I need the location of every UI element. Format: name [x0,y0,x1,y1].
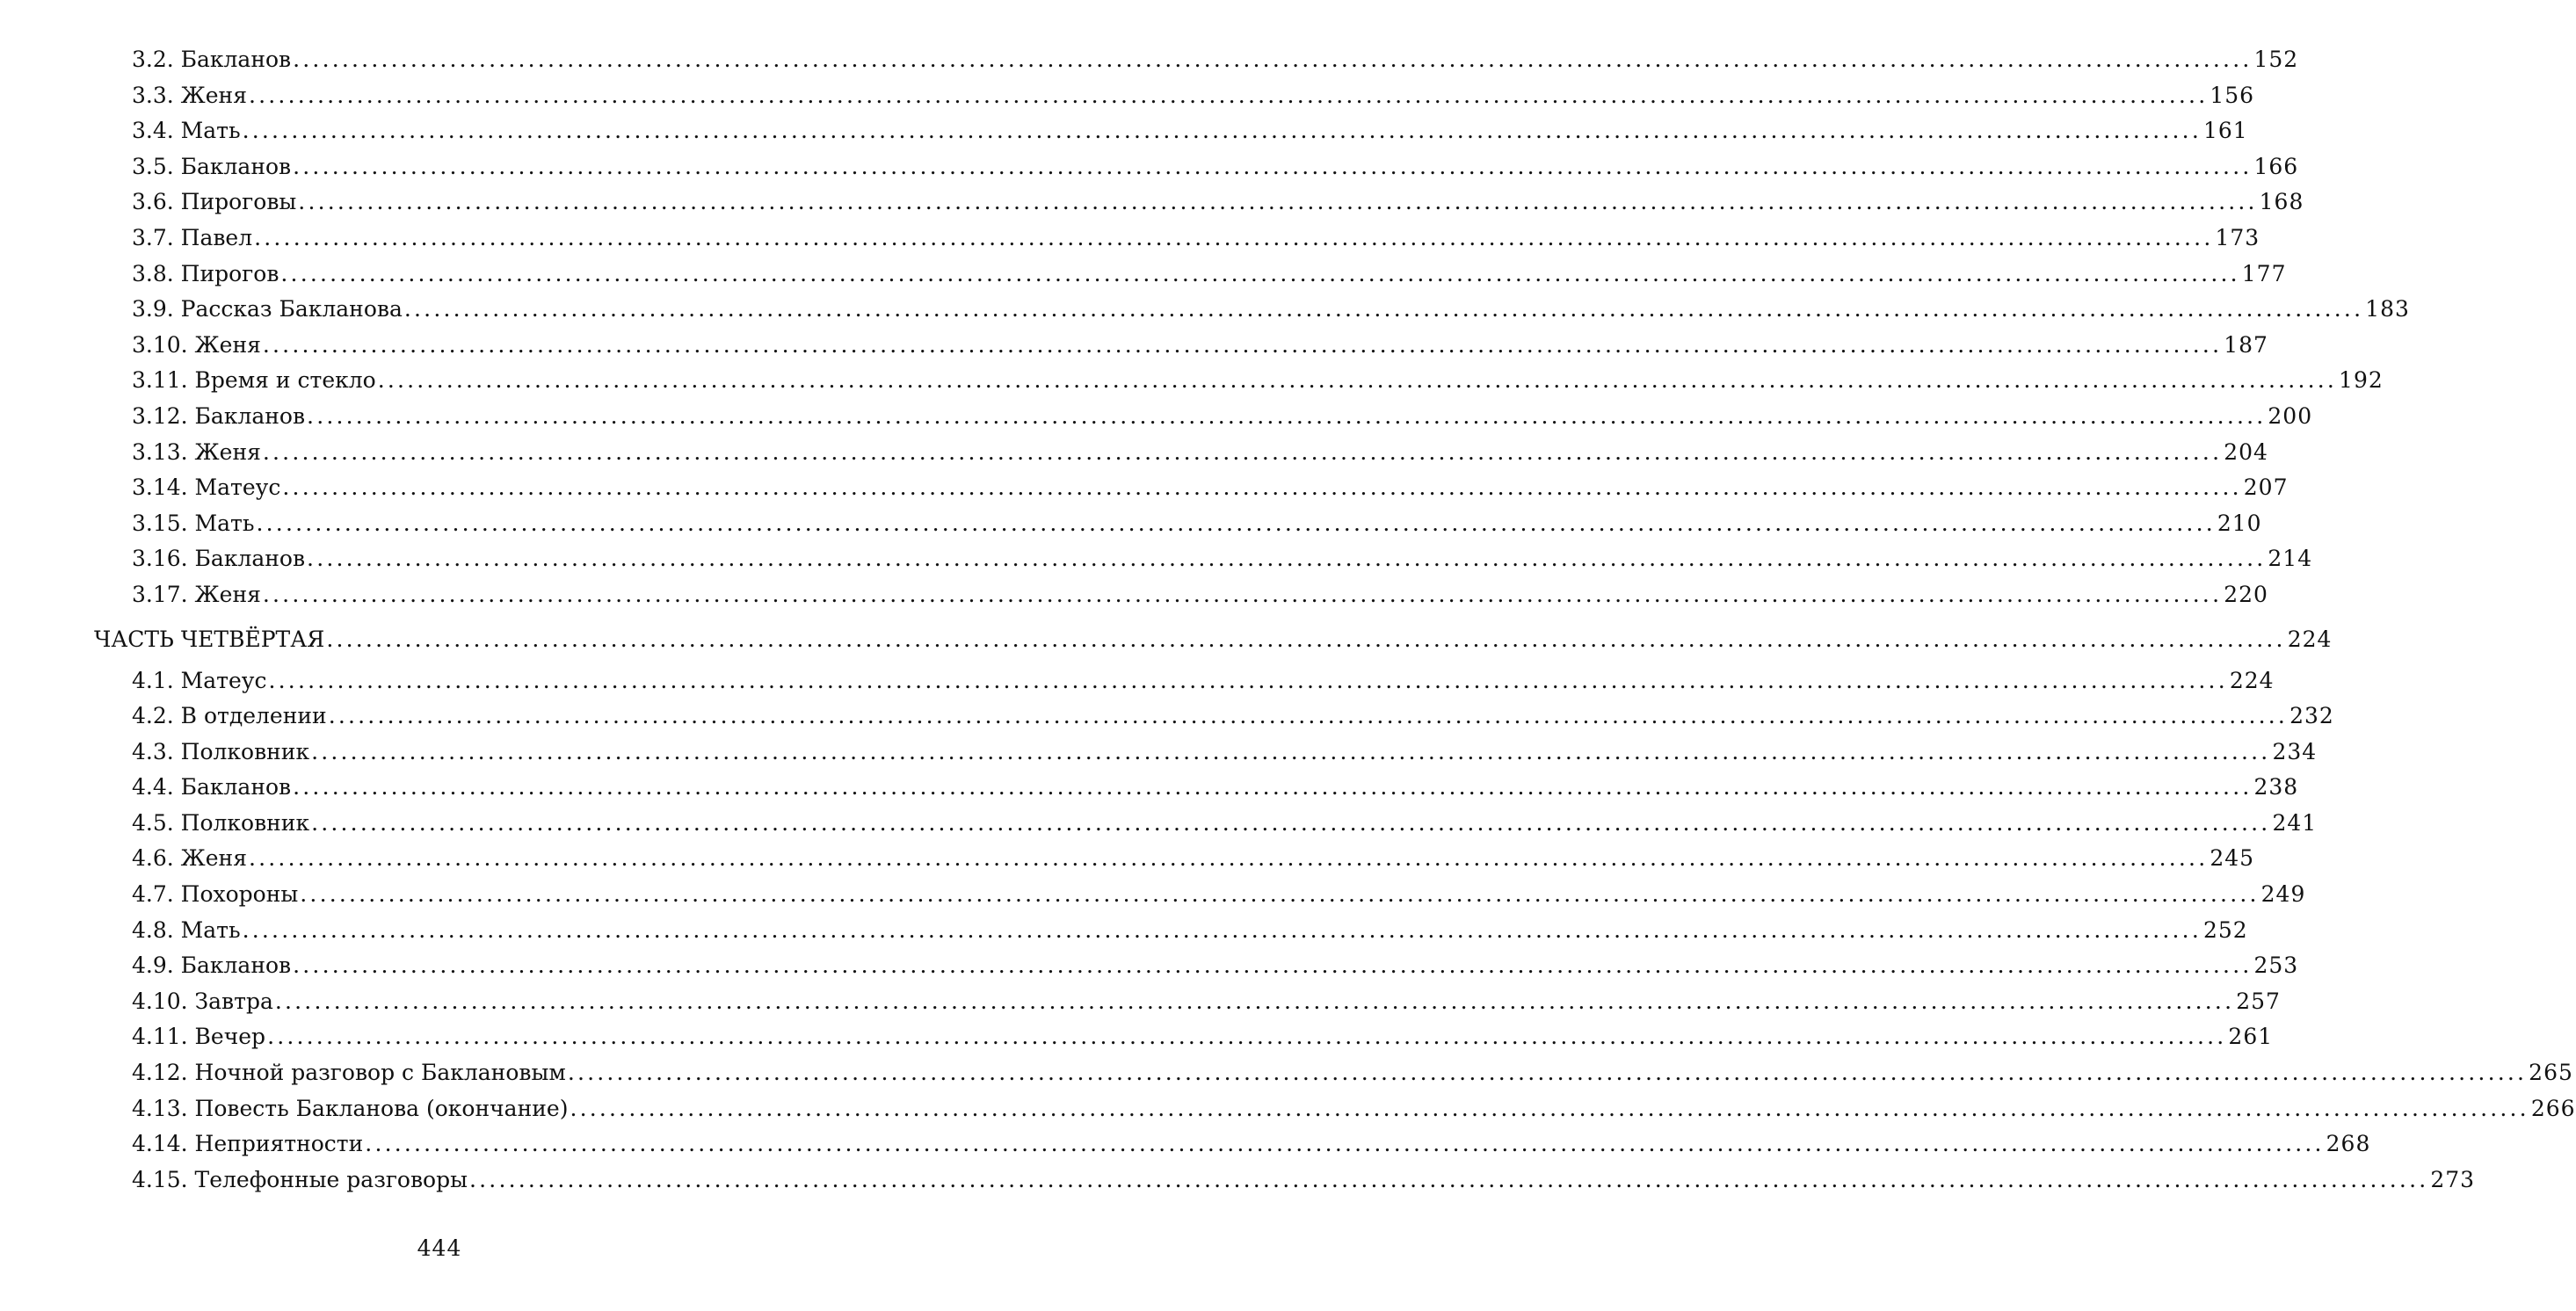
toc-entry-title: 3.10. Женя [132,331,261,358]
dot-leader: ........................................................................................................................................................................................................ [293,153,2253,179]
dot-leader: ........................................................................................................................................................................................................ [307,402,2267,429]
dot-leader: ........................................................................................................................................................................................................ [311,809,2271,836]
toc-entry-page: 152 [2253,47,2299,72]
toc-entry-title: 3.15. Мать [132,510,255,536]
toc-entry-page: 253 [2253,952,2299,979]
toc-entry [94,1126,2371,1163]
toc-entry-page: 177 [2241,260,2287,286]
dot-leader: ........................................................................................................................................................................................................ [293,47,2253,72]
toc-entry [94,435,2268,471]
toc-entry [94,877,2306,913]
dot-leader: ........................................................................................................................................................................................................ [328,703,2289,729]
toc-entry-page: 214 [2268,546,2313,572]
toc-entry-title: 3.16. Бакланов [132,546,306,572]
toc-entry [94,1019,2274,1055]
toc-entry [94,149,2299,185]
toc-entry [94,185,2304,221]
dot-leader: ........................................................................................................................................................................................................ [242,118,2202,144]
toc-entry [94,1055,2573,1091]
dot-leader: ........................................................................................................................................................................................................ [300,881,2260,908]
toc-entry-title: 4.13. Повесть Бакланова (окончание) [132,1095,569,1121]
toc-entry [94,1163,2476,1199]
toc-entry [94,292,2410,328]
toc-entry-title: 4.4. Бакланов [132,774,292,800]
toc-entry-title: 3.3. Женя [132,82,247,108]
toc-entry-page: 166 [2253,153,2299,179]
toc-entry [94,506,2262,542]
toc-entry [94,663,2275,699]
toc-entry-title: 4.15. Телефонные разговоры [132,1166,468,1192]
toc-entry-page: 238 [2253,774,2299,800]
dot-leader: ........................................................................................................................................................................................................ [293,952,2253,979]
toc-entry-page: 156 [2210,82,2255,108]
toc-entry-page: 261 [2228,1024,2274,1050]
toc-entry [94,221,2260,257]
toc-entry-page: 224 [2229,667,2275,693]
toc-entry [94,541,2313,577]
toc-entry [94,42,2299,78]
toc-entry-title: 3.4. Мать [132,118,241,144]
toc-entry [94,948,2299,984]
toc-entry-title: 3.8. Пирогов [132,260,279,286]
toc-entry [94,841,2255,877]
dot-leader: ........................................................................................................................................................................................................ [567,1060,2528,1086]
dot-leader: ........................................................................................................................................................................................................ [311,738,2271,764]
page-number: 444 [417,1235,462,1261]
toc-entry-page: 234 [2272,738,2318,764]
toc-entry [94,328,2268,364]
toc-entry-title: 3.5. Бакланов [132,153,292,179]
toc-entry [94,984,2281,1020]
toc-entry [94,699,2334,735]
toc-entry [94,1091,2576,1127]
toc-entry-page: 220 [2224,581,2268,607]
toc-entry-title: 4.8. Мать [132,916,241,943]
dot-leader: ........................................................................................................................................................................................................ [377,367,2338,394]
toc-entry [94,257,2287,293]
toc-entry-title: 4.2. В отделении [132,703,327,729]
dot-leader: ........................................................................................................................................................................................................ [248,82,2209,108]
toc-entry-page: 204 [2224,438,2268,465]
toc-entry [94,913,2248,949]
toc-entry [94,399,2313,435]
toc-entry [94,806,2318,842]
toc-entry-page: 224 [2287,626,2333,652]
toc-part-heading [94,613,2333,663]
toc-entry-page: 200 [2268,402,2313,429]
dot-leader: ........................................................................................................................................................................................................ [293,774,2253,800]
toc-entry-page: 207 [2243,474,2289,501]
toc-entry-title: ЧАСТЬ ЧЕТВЁРТАЯ [94,626,325,652]
toc-entry-title: 3.17. Женя [132,581,261,607]
dot-leader: ........................................................................................................................................................................................................ [365,1131,2325,1157]
toc-entry-title: 3.13. Женя [132,438,261,465]
toc-entry-page: 252 [2202,916,2248,943]
toc-entry-title: 3.9. Рассказ Бакланова [132,296,403,322]
toc-entry-page: 192 [2339,367,2384,394]
dot-leader: ........................................................................................................................................................................................................ [262,581,2223,607]
toc-entry-title: 4.9. Бакланов [132,952,292,979]
toc-entry [94,363,2384,399]
toc-entry-page: 232 [2289,703,2334,729]
toc-entry [94,470,2289,506]
dot-leader: ........................................................................................................................................................................................................ [256,510,2216,536]
toc-entry-page: 183 [2365,296,2410,322]
dot-leader: ........................................................................................................................................................................................................ [403,296,2364,322]
toc-entry-title: 3.14. Матеус [132,474,281,501]
dot-leader: ........................................................................................................................................................................................................ [298,189,2258,215]
toc-entry-title: 3.12. Бакланов [132,402,306,429]
toc-entry-page: 210 [2217,510,2262,536]
toc-entry-title: 4.5. Полковник [132,809,310,836]
toc-entry-page: 249 [2260,881,2306,908]
toc-entry-page: 273 [2430,1166,2476,1192]
dot-leader: ........................................................................................................................................................................................................ [254,224,2214,250]
dot-leader: ........................................................................................................................................................................................................ [280,260,2240,286]
toc-entry-page: 257 [2236,988,2281,1014]
toc-entry-title: 4.6. Женя [132,845,247,872]
toc-entry-page: 161 [2202,118,2248,144]
dot-leader: ........................................................................................................................................................................................................ [242,916,2202,943]
toc-entry-page: 241 [2272,809,2318,836]
table-of-contents [94,42,2576,1198]
dot-leader: ........................................................................................................................................................................................................ [282,474,2242,501]
dot-leader: ........................................................................................................................................................................................................ [248,845,2209,872]
toc-entry-title: 4.10. Завтра [132,988,273,1014]
toc-entry-page: 265 [2529,1060,2573,1086]
dot-leader: ........................................................................................................................................................................................................ [262,438,2223,465]
dot-leader: ........................................................................................................................................................................................................ [307,546,2267,572]
toc-entry-title: 3.6. Пироговы [132,189,297,215]
toc-entry-title: 4.1. Матеус [132,667,267,693]
dot-leader: ........................................................................................................................................................................................................ [268,667,2228,693]
toc-entry-title: 3.2. Бакланов [132,47,292,72]
toc-entry-page: 187 [2224,331,2268,358]
toc-entry [94,735,2318,771]
toc-entry-page: 245 [2210,845,2255,872]
toc-entry [94,577,2268,613]
dot-leader: ........................................................................................................................................................................................................ [262,331,2223,358]
dot-leader: ........................................................................................................................................................................................................ [326,626,2286,652]
dot-leader: ........................................................................................................................................................................................................ [469,1166,2429,1192]
toc-entry-title: 4.14. Неприятности [132,1131,364,1157]
toc-entry-title: 4.11. Вечер [132,1024,266,1050]
toc-entry [94,78,2255,114]
toc-entry [94,770,2299,806]
toc-entry-title: 4.12. Ночной разговор с Баклановым [132,1060,566,1086]
toc-entry [94,113,2248,149]
toc-entry-page: 268 [2326,1131,2371,1157]
toc-entry-page: 173 [2215,224,2260,250]
dot-leader: ........................................................................................................................................................................................................ [274,988,2235,1014]
toc-entry-title: 3.11. Время и стекло [132,367,376,394]
dot-leader: ........................................................................................................................................................................................................ [570,1095,2529,1121]
dot-leader: ........................................................................................................................................................................................................ [267,1024,2227,1050]
toc-entry-title: 4.3. Полковник [132,738,310,764]
toc-entry-page: 266 [2530,1095,2576,1121]
toc-entry-page: 168 [2259,189,2304,215]
toc-entry-title: 3.7. Павел [132,224,253,250]
toc-entry-title: 4.7. Похороны [132,881,299,908]
